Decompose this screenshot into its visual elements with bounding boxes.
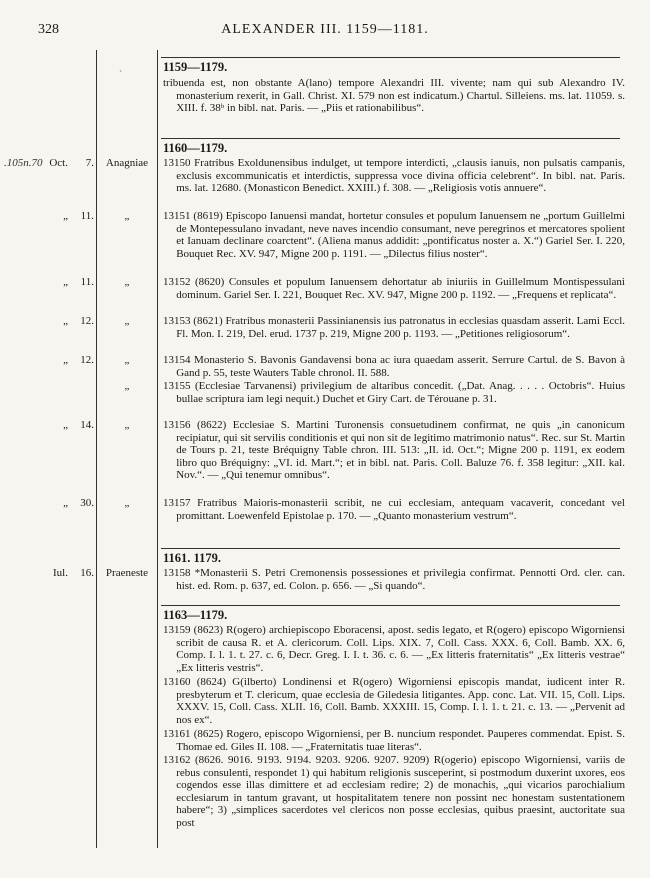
entry-month: Oct. (49, 157, 68, 169)
entry-paragraph: 13153 (8621) Fratribus monasterii Passinianensis ius patronatus in ecclesias quasdam asserit. Lami Eccl. Fl. Mon. I. 219, Del. erud. 1737 p. 219, Migne 200 p. 1193. — „Petitiones religiosorum“. (163, 315, 625, 340)
page-header (0, 0, 650, 42)
entry-place: Anagniae (105, 157, 149, 169)
entry-place: „ (124, 354, 130, 366)
entry-paragraph: 13156 (8622) Ecclesiae S. Martini Turonensis consuetudinem confirmat, ne quis „in canonicum recipiatur, qui sit servilis conditionis et qui non sit de legitimo matrimonio natus“. Rec. sur St. Martin de Tours p. 21, teste Bréquigny Table chron. III. 513: „II. id. Oct.“; Migne 200 p. 1191, ex eodem libro quo Bréquigny: „VI. id. Mart.“; et in bibl. nat. Paris. Coll. Baluze 76. f. 358 legitur: „XII. kal. Nov.“. — „Qui tenemur omnibus“. (163, 419, 625, 482)
entry-text (163, 157, 625, 195)
entry-paragraph: tribuenda est, non obstante A(lano) tempore Alexandri III. vivente; nam qui sub Alexandro IV. monasterium rexerit, in Gall. Christ. XI. 579 non est indicatum.) Chartul. Silleiens. ms. lat. 11059. s. XIII. f. 38ᵇ in bibl. nat. Paris. — „Piis et rationabilibus“. (163, 77, 625, 115)
entry-paragraph: 13158 *Monasterii S. Petri Cremonensis possessiones et privilegia confirmat. Pennotti Ord. cler. can. hist. ed. Rom. p. 637, ed. Colon. p. 656. — „Si quando“. (163, 567, 625, 592)
entry-date (0, 567, 94, 579)
entry-text (163, 567, 625, 592)
entry-text (163, 728, 625, 753)
entry-month: „ (63, 354, 68, 366)
page-number: 328 (38, 22, 59, 37)
entry-place: „ (124, 380, 130, 392)
entry-text (163, 754, 625, 830)
entry-text (163, 676, 625, 726)
entry-month: Iul. (53, 567, 68, 579)
entry-text (163, 210, 625, 260)
entry-day: 30. (80, 497, 94, 509)
entry-place: „ (124, 210, 130, 222)
entry-month: „ (63, 497, 68, 509)
entry-paragraph: 13157 Fratribus Maioris-monasterii scribit, ne cui ecclesiam, antequam vacaverit, concedant vel promittant. Loewenfeld Epistolae p. 170. — „Quanto monasterium vestrum“. (163, 497, 625, 522)
entry-day: 16. (80, 567, 94, 579)
entry-text (163, 315, 625, 340)
entry-day: 7. (85, 157, 94, 169)
section-rule (161, 138, 620, 139)
entry-place: „ (124, 315, 130, 327)
entry-day: 11. (80, 276, 94, 288)
section-rule (161, 57, 620, 58)
entry-paragraph: 13160 (8624) G(ilberto) Londinensi et R(ogero) Wigorniensi episcopis mandat, iudicent inter R. presbyterum et T. clericum, quae ecclesia de Giledesia litigantes. App. conc. Lat. VII. 15, Coll. Lips. XXXV. 15, Coll. Cass. XLII. 16, Coll. Bamb. XXXIII. 15, Comp. I. l. 1. t. 21. c. 13. — „Pervenit ad nos ex“. (163, 676, 625, 726)
entry-paragraph: 13151 (8619) Episcopo Ianuensi mandat, hortetur consules et populum Ianuensem ne „portum Guillelmi de Montepessulano invadant, neve naves incendio consumant, neve peregrinos et mercatores spolient et Ianuam declinare coarctent“. (Aliena manus addidit: „pontificatus noster a. X.“) Gariel Ser. I. 220, Bouquet Rec. XV. 947, Migne 200 p. 1191. — „Dilectus filius noster“. (163, 210, 625, 260)
entry-text (163, 276, 625, 301)
section-rule (161, 605, 620, 606)
entry-paragraph: 13162 (8626. 9016. 9193. 9194. 9203. 9206. 9207. 9209) R(ogerio) episcopo Wigorniensi, variis de rebus consulenti, respondet 1) qui habitum religionis susceperint, si postmodum duxerint uxores, eos cogendos esse illas dimittere et ad ecclesiam redire; 2) de monachis, „qui vicarios parochialium ecclesiarum in tantum gravant, ut hospitalitatem tenere non possint nec honestam sustentationem habere“; 3) „simplices sacerdotes vel clericos non posse ecclesias, quibus praesint, auctoritate sua post (163, 754, 625, 829)
handwritten-margin-note: .105n.70 (4, 157, 43, 169)
entry-text (163, 354, 625, 379)
entry-date (0, 276, 94, 288)
entry-place: „ (124, 497, 130, 509)
entry-day: 12. (80, 354, 94, 366)
entry-paragraph: 13152 (8620) Consules et populum Ianuensem dehortatur ab iniuriis in Guillelmum Montispessulani dominum. Gariel Ser. I. 221, Bouquet Rec. XV. 947, Migne 200 p. 1192. — „Frequens et replicata“. (163, 276, 625, 301)
entry-month: „ (63, 419, 68, 431)
pencil-mark: ˋ (119, 70, 123, 81)
entry-day: 11. (80, 210, 94, 222)
entry-place: „ (124, 276, 130, 288)
entry-date (0, 354, 94, 366)
entry-month: „ (63, 276, 68, 288)
entry-place: Praeneste (105, 567, 149, 579)
section-heading: 1161. 1179. (163, 551, 221, 565)
section-rule (161, 548, 620, 549)
running-title: ALEXANDER III. 1159—1181. (221, 22, 429, 37)
entry-text (163, 419, 625, 482)
entry-text (163, 624, 625, 674)
entry-text (163, 497, 625, 522)
entry-day: 12. (80, 315, 94, 327)
entry-paragraph: 13154 Monasterio S. Bavonis Gandavensi bona ac iura quaedam asserit. Serrure Cartul. de S. Bavon à Gand p. 55, teste Wauters Table chronol. II. 588. (163, 354, 625, 379)
entry-place: „ (124, 419, 130, 431)
entry-date (0, 315, 94, 327)
section-heading: 1160—1179. (163, 141, 228, 155)
entry-month: „ (63, 210, 68, 222)
column-rule-place (157, 50, 158, 848)
entry-paragraph: 13159 (8623) R(ogero) archiepiscopo Eboracensi, apost. sedis legato, et R(ogero) episcopo Wigorniensi scribit de causa R. et A. clericorum. Coll. Lips. XIX. 7, Coll. Cass. XXX. 6, Coll. Bamb. XX. 6, Comp. I. l. 1. t. 27. c. 6, Decr. Greg. I. I. t. 36. c. 6. — „Ex litteris fraternitatis“ „Ex litteris vestrae“ „Ex litteris vestris“. (163, 624, 625, 674)
entry-date (0, 497, 94, 509)
entry-text (163, 380, 625, 405)
entry-paragraph: 13155 (Ecclesiae Tarvanensi) privilegium de altaribus concedit. („Dat. Anag. . . . . Octobris“. Huius bullae scriptura iam legi nequit.) Duchet et Giry Cart. de Térouane p. 31. (163, 380, 625, 405)
entry-text (163, 77, 625, 115)
entry-month: „ (63, 315, 68, 327)
entry-date (0, 419, 94, 431)
entry-paragraph: 13150 Fratribus Exoldunensibus indulget, ut tempore interdicti, „clausis ianuis, non pulsatis campanis, exclusis excommunicatis et interdictis, suppressa voce divina officia celebrent“. In bibl. nat. Paris. ms. lat. 12680. (Monasticon Benedict. XXIII.) f. 308. — „Religiosis votis annuere“. (163, 157, 625, 195)
column-rule-date (96, 50, 97, 848)
section-heading: 1163—1179. (163, 608, 228, 622)
entry-day: 14. (80, 419, 94, 431)
section-heading: 1159—1179. (163, 60, 228, 74)
entry-paragraph: 13161 (8625) Rogero, episcopo Wigorniensi, per B. nuncium respondet. Pauperes commendat. Epist. S. Thomae ed. Giles II. 108. — „Fraternitatis tuae literas“. (163, 728, 625, 753)
entry-date (0, 210, 94, 222)
